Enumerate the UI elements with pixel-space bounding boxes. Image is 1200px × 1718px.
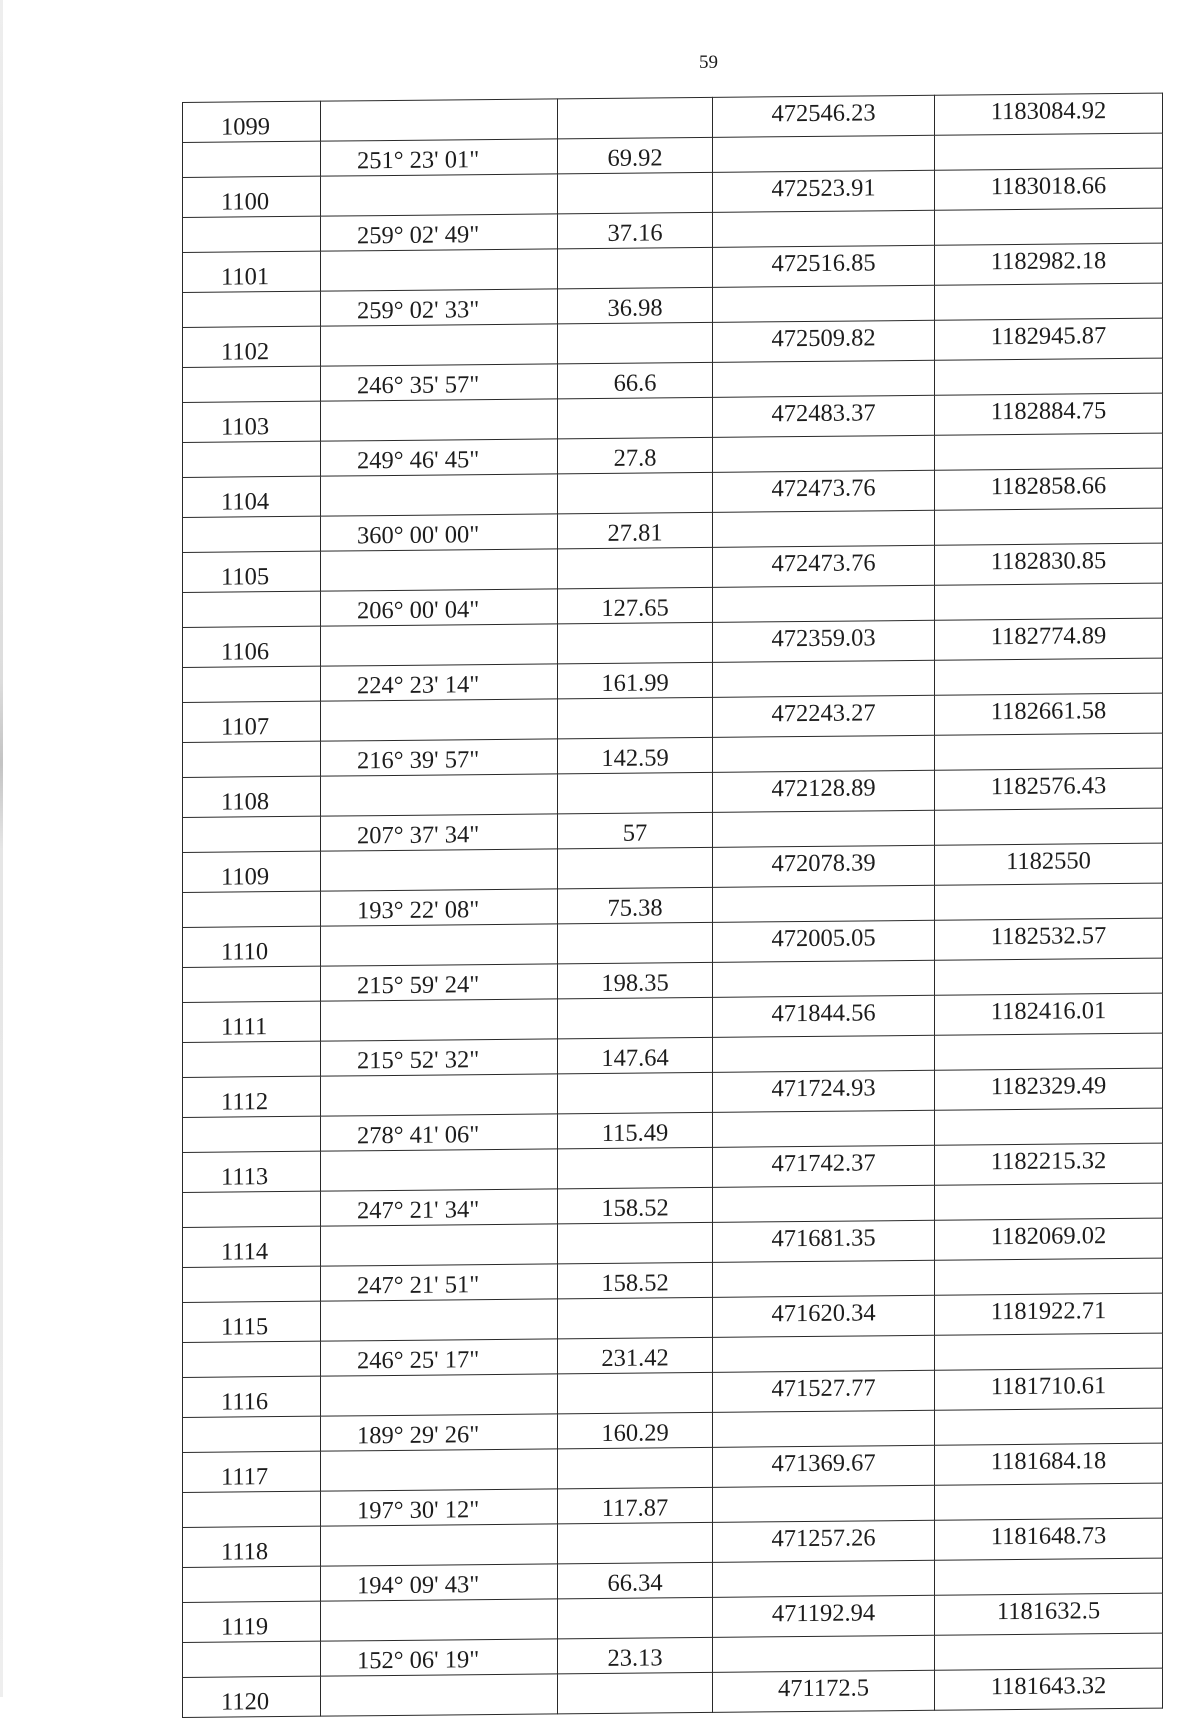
empty-cell <box>935 1033 1163 1071</box>
bearing-cell: 246° 25' 17" <box>321 1338 558 1376</box>
bearing-cell: 224° 23' 14" <box>321 663 558 701</box>
station-id-cell: 1102 <box>183 326 321 367</box>
easting-cell: 1182982.18 <box>935 243 1163 285</box>
station-id-cell: 1112 <box>183 1076 321 1117</box>
empty-cell <box>558 922 713 963</box>
empty-cell <box>935 1258 1163 1296</box>
distance-cell: 75.38 <box>558 887 713 924</box>
empty-cell <box>558 322 713 363</box>
easting-cell: 1181922.71 <box>935 1293 1163 1335</box>
easting-cell: 1183084.92 <box>935 93 1163 135</box>
station-id-cell: 1117 <box>183 1451 321 1492</box>
empty-cell <box>321 1149 558 1191</box>
empty-cell <box>321 699 558 741</box>
empty-cell <box>321 1299 558 1341</box>
distance-cell: 127.65 <box>558 587 713 624</box>
empty-cell <box>713 1560 935 1598</box>
bearing-cell: 207° 37' 34" <box>321 813 558 851</box>
empty-cell <box>558 1672 713 1713</box>
empty-cell <box>321 99 558 141</box>
station-id-cell: 1110 <box>183 926 321 967</box>
bearing-cell: 360° 00' 00" <box>321 513 558 551</box>
station-id-cell: 1111 <box>183 1001 321 1042</box>
bearing-cell: 247° 21' 34" <box>321 1188 558 1226</box>
northing-cell: 472005.05 <box>713 920 935 962</box>
empty-cell <box>183 1266 321 1303</box>
northing-cell: 472509.82 <box>713 320 935 362</box>
bearing-cell: 215° 52' 32" <box>321 1038 558 1076</box>
easting-cell: 1182329.49 <box>935 1068 1163 1110</box>
northing-cell: 471369.67 <box>713 1445 935 1487</box>
distance-cell: 115.49 <box>558 1112 713 1149</box>
empty-cell <box>321 1374 558 1416</box>
station-id-cell: 1105 <box>183 551 321 592</box>
easting-cell: 1181632.5 <box>935 1593 1163 1635</box>
empty-cell <box>558 697 713 738</box>
empty-cell <box>183 216 321 253</box>
empty-cell <box>935 208 1163 246</box>
empty-cell <box>935 958 1163 996</box>
empty-cell <box>935 1408 1163 1446</box>
easting-cell: 1181643.32 <box>935 1668 1163 1710</box>
empty-cell <box>558 847 713 888</box>
empty-cell <box>183 666 321 703</box>
distance-cell: 27.8 <box>558 437 713 474</box>
empty-cell <box>183 591 321 628</box>
distance-cell: 36.98 <box>558 287 713 324</box>
station-id-cell: 1109 <box>183 851 321 892</box>
empty-cell <box>935 433 1163 471</box>
empty-cell <box>713 210 935 248</box>
empty-cell <box>558 397 713 438</box>
empty-cell <box>183 291 321 328</box>
empty-cell <box>713 1635 935 1673</box>
empty-cell <box>713 1185 935 1223</box>
empty-cell <box>321 999 558 1041</box>
bearing-cell: 194° 09' 43" <box>321 1563 558 1601</box>
easting-cell: 1182576.43 <box>935 768 1163 810</box>
empty-cell <box>321 849 558 891</box>
table-body <box>183 93 1163 1717</box>
empty-cell <box>713 735 935 773</box>
empty-cell <box>321 1524 558 1566</box>
easting-cell: 1182069.02 <box>935 1218 1163 1260</box>
distance-cell: 160.29 <box>558 1412 713 1449</box>
distance-cell: 37.16 <box>558 212 713 249</box>
empty-cell <box>935 808 1163 846</box>
distance-cell: 117.87 <box>558 1487 713 1524</box>
empty-cell <box>183 1416 321 1453</box>
empty-cell <box>558 772 713 813</box>
bearing-cell: 246° 35' 57" <box>321 363 558 401</box>
empty-cell <box>183 1341 321 1378</box>
empty-cell <box>935 583 1163 621</box>
empty-cell <box>558 1372 713 1413</box>
northing-cell: 471527.77 <box>713 1370 935 1412</box>
empty-cell <box>183 1191 321 1228</box>
empty-cell <box>183 966 321 1003</box>
distance-cell: 69.92 <box>558 137 713 174</box>
station-id-cell: 1115 <box>183 1301 321 1342</box>
empty-cell <box>713 885 935 923</box>
empty-cell <box>558 547 713 588</box>
empty-cell <box>713 960 935 998</box>
station-id-cell: 1118 <box>183 1526 321 1567</box>
bearing-cell: 249° 46' 45" <box>321 438 558 476</box>
empty-cell <box>713 660 935 698</box>
empty-cell <box>935 1183 1163 1221</box>
bearing-cell: 206° 00' 04" <box>321 588 558 626</box>
station-id-cell: 1119 <box>183 1601 321 1642</box>
easting-cell: 1181684.18 <box>935 1443 1163 1485</box>
empty-cell <box>713 810 935 848</box>
page-number: 59 <box>699 52 718 73</box>
distance-cell: 158.52 <box>558 1262 713 1299</box>
station-id-cell: 1104 <box>183 476 321 517</box>
survey-coordinates-table <box>182 93 1163 1718</box>
easting-cell: 1182215.32 <box>935 1143 1163 1185</box>
easting-cell: 1182858.66 <box>935 468 1163 510</box>
northing-cell: 472243.27 <box>713 695 935 737</box>
empty-cell <box>183 816 321 853</box>
northing-cell: 471620.34 <box>713 1295 935 1337</box>
empty-cell <box>183 1041 321 1078</box>
easting-cell: 1182945.87 <box>935 318 1163 360</box>
distance-cell: 27.81 <box>558 512 713 549</box>
empty-cell <box>558 1147 713 1188</box>
distance-cell: 161.99 <box>558 662 713 699</box>
empty-cell <box>183 1641 321 1678</box>
northing-cell: 472523.91 <box>713 170 935 212</box>
easting-cell: 1182774.89 <box>935 618 1163 660</box>
empty-cell <box>558 1522 713 1563</box>
station-id-cell: 1114 <box>183 1226 321 1267</box>
station-id-cell: 1099 <box>183 101 321 142</box>
station-id-cell: 1101 <box>183 251 321 292</box>
bearing-cell: 247° 21' 51" <box>321 1263 558 1301</box>
empty-cell <box>713 435 935 473</box>
northing-cell: 471742.37 <box>713 1145 935 1187</box>
bearing-cell: 259° 02' 49" <box>321 213 558 251</box>
empty-cell <box>713 510 935 548</box>
empty-cell <box>935 883 1163 921</box>
empty-cell <box>321 1449 558 1491</box>
distance-cell: 66.34 <box>558 1562 713 1599</box>
empty-cell <box>558 97 713 138</box>
station-id-cell: 1108 <box>183 776 321 817</box>
scan-edge-shadow <box>0 0 3 1697</box>
bearing-cell: 197° 30' 12" <box>321 1488 558 1526</box>
empty-cell <box>183 141 321 178</box>
station-id-cell: 1120 <box>183 1676 321 1717</box>
empty-cell <box>558 1222 713 1263</box>
easting-cell: 1183018.66 <box>935 168 1163 210</box>
distance-cell: 147.64 <box>558 1037 713 1074</box>
empty-cell <box>558 1447 713 1488</box>
empty-cell <box>321 399 558 441</box>
bearing-cell: 152° 06' 19" <box>321 1638 558 1676</box>
empty-cell <box>558 622 713 663</box>
empty-cell <box>935 133 1163 171</box>
easting-cell: 1181710.61 <box>935 1368 1163 1410</box>
northing-cell: 471844.56 <box>713 995 935 1037</box>
empty-cell <box>935 1633 1163 1671</box>
empty-cell <box>183 441 321 478</box>
empty-cell <box>558 997 713 1038</box>
empty-cell <box>321 774 558 816</box>
bearing-cell: 215° 59' 24" <box>321 963 558 1001</box>
easting-cell: 1182830.85 <box>935 543 1163 585</box>
empty-cell <box>321 474 558 516</box>
empty-cell <box>713 360 935 398</box>
empty-cell <box>558 1072 713 1113</box>
distance-cell: 57 <box>558 812 713 849</box>
station-id-cell: 1100 <box>183 176 321 217</box>
station-id-cell: 1107 <box>183 701 321 742</box>
bearing-cell: 189° 29' 26" <box>321 1413 558 1451</box>
empty-cell <box>935 1333 1163 1371</box>
empty-cell <box>558 1597 713 1638</box>
distance-cell: 142.59 <box>558 737 713 774</box>
empty-cell <box>321 549 558 591</box>
bearing-cell: 251° 23' 01" <box>321 138 558 176</box>
empty-cell <box>713 585 935 623</box>
empty-cell <box>183 741 321 778</box>
easting-cell: 1182661.58 <box>935 693 1163 735</box>
empty-cell <box>713 1110 935 1148</box>
empty-cell <box>935 1483 1163 1521</box>
empty-cell <box>713 1035 935 1073</box>
northing-cell: 472078.39 <box>713 845 935 887</box>
northing-cell: 472516.85 <box>713 245 935 287</box>
empty-cell <box>321 249 558 291</box>
northing-cell: 471172.5 <box>713 1670 935 1712</box>
easting-cell: 1182532.57 <box>935 918 1163 960</box>
empty-cell <box>713 1410 935 1448</box>
empty-cell <box>558 247 713 288</box>
station-id-cell: 1103 <box>183 401 321 442</box>
northing-cell: 471257.26 <box>713 1520 935 1562</box>
empty-cell <box>183 1491 321 1528</box>
easting-cell: 1182416.01 <box>935 993 1163 1035</box>
empty-cell <box>713 1335 935 1373</box>
northing-cell: 472359.03 <box>713 620 935 662</box>
northing-cell: 471681.35 <box>713 1220 935 1262</box>
northing-cell: 471724.93 <box>713 1070 935 1112</box>
bearing-cell: 193° 22' 08" <box>321 888 558 926</box>
distance-cell: 66.6 <box>558 362 713 399</box>
empty-cell <box>321 1674 558 1716</box>
empty-cell <box>713 1485 935 1523</box>
distance-cell: 198.35 <box>558 962 713 999</box>
empty-cell <box>935 283 1163 321</box>
easting-cell: 1181648.73 <box>935 1518 1163 1560</box>
empty-cell <box>935 508 1163 546</box>
empty-cell <box>935 658 1163 696</box>
empty-cell <box>935 358 1163 396</box>
empty-cell <box>321 1074 558 1116</box>
empty-cell <box>935 1558 1163 1596</box>
empty-cell <box>183 366 321 403</box>
northing-cell: 472483.37 <box>713 395 935 437</box>
bearing-cell: 216° 39' 57" <box>321 738 558 776</box>
distance-cell: 23.13 <box>558 1637 713 1674</box>
empty-cell <box>321 174 558 216</box>
station-id-cell: 1106 <box>183 626 321 667</box>
empty-cell <box>558 172 713 213</box>
station-id-cell: 1116 <box>183 1376 321 1417</box>
empty-cell <box>713 1260 935 1298</box>
northing-cell: 471192.94 <box>713 1595 935 1637</box>
empty-cell <box>321 924 558 966</box>
empty-cell <box>183 1116 321 1153</box>
empty-cell <box>558 1297 713 1338</box>
station-row <box>183 1668 1163 1717</box>
northing-cell: 472473.76 <box>713 470 935 512</box>
empty-cell <box>935 1108 1163 1146</box>
easting-cell: 1182550 <box>935 843 1163 885</box>
empty-cell <box>183 516 321 553</box>
bearing-cell: 259° 02' 33" <box>321 288 558 326</box>
empty-cell <box>558 472 713 513</box>
empty-cell <box>713 285 935 323</box>
empty-cell <box>321 1224 558 1266</box>
northing-cell: 472546.23 <box>713 95 935 137</box>
distance-cell: 231.42 <box>558 1337 713 1374</box>
empty-cell <box>321 1599 558 1641</box>
distance-cell: 158.52 <box>558 1187 713 1224</box>
easting-cell: 1182884.75 <box>935 393 1163 435</box>
empty-cell <box>183 1566 321 1603</box>
empty-cell <box>321 624 558 666</box>
northing-cell: 472473.76 <box>713 545 935 587</box>
empty-cell <box>935 733 1163 771</box>
northing-cell: 472128.89 <box>713 770 935 812</box>
bearing-cell: 278° 41' 06" <box>321 1113 558 1151</box>
empty-cell <box>713 135 935 173</box>
empty-cell <box>321 324 558 366</box>
empty-cell <box>183 891 321 928</box>
station-id-cell: 1113 <box>183 1151 321 1192</box>
